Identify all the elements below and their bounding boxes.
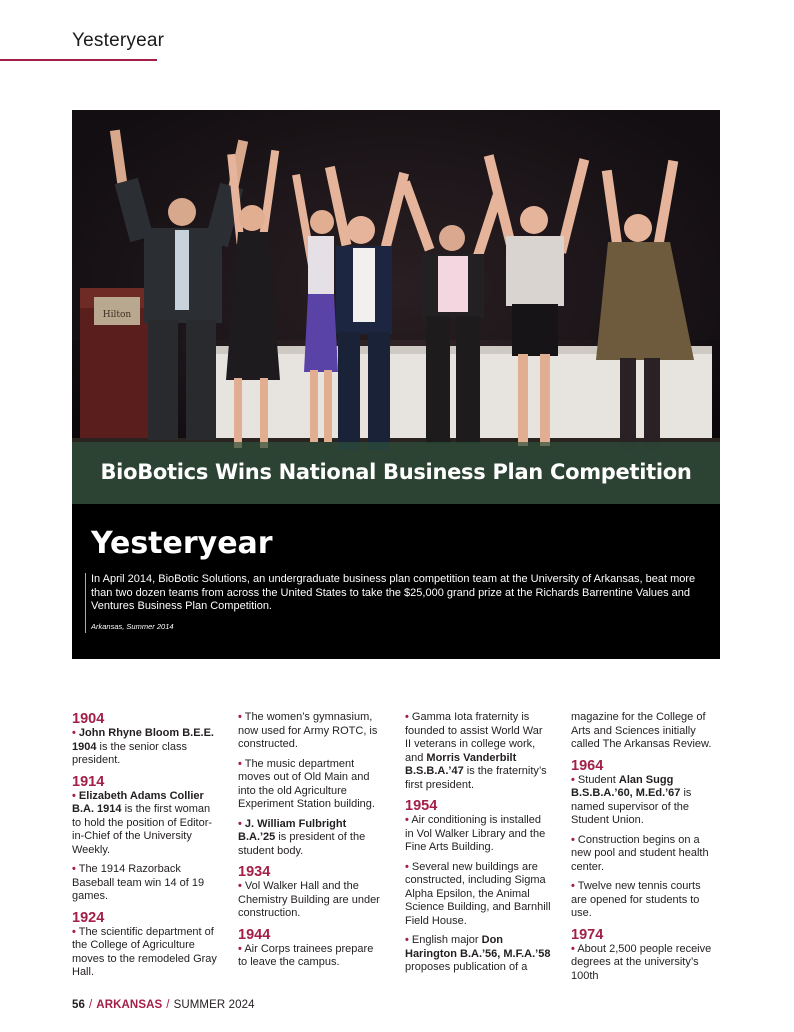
bullet-icon: • bbox=[405, 711, 409, 723]
timeline-entry: • English major Don Harington B.A.’56, M.F.A.’58 proposes publication of a bbox=[405, 934, 551, 973]
bullet-icon: • bbox=[72, 789, 76, 802]
timeline-entry: • Several new buildings are constructed, including Sigma Alpha Epsilon, the Animal Science Building, and Barnhill Field House. bbox=[405, 860, 551, 927]
bullet-icon: • bbox=[72, 863, 76, 875]
timeline-column-2 bbox=[238, 711, 384, 970]
photo-caption: BioBotics Wins National Business Plan Competition bbox=[100, 460, 692, 484]
timeline-entry: • Air Corps trainees prepare to leave the campus. bbox=[238, 942, 374, 968]
year-1954: 1954 bbox=[405, 798, 438, 814]
timeline-entry-continued: magazine for the College of Arts and Sciences initially called The Arkansas Review. bbox=[571, 711, 712, 750]
page-number: 56 bbox=[72, 999, 85, 1011]
bullet-icon: • bbox=[405, 934, 409, 946]
separator: / bbox=[166, 999, 170, 1011]
bullet-icon: • bbox=[238, 880, 242, 892]
separator: / bbox=[89, 999, 93, 1011]
feature-title: Yesteryear bbox=[91, 526, 273, 561]
timeline-column-1 bbox=[72, 711, 218, 980]
bullet-icon: • bbox=[238, 942, 242, 955]
bullet-icon: • bbox=[238, 711, 242, 723]
timeline-entry: • The 1914 Razorback Baseball team win 14 of 19 games. bbox=[72, 863, 205, 902]
magazine-name: ARKANSAS bbox=[96, 999, 163, 1011]
event-photo bbox=[72, 110, 720, 504]
bullet-icon: • bbox=[72, 925, 76, 938]
year-1914: 1914 bbox=[72, 773, 105, 790]
timeline-entry: • Vol Walker Hall and the Chemistry Building are under construction. bbox=[238, 880, 380, 919]
bullet-icon: • bbox=[571, 942, 575, 955]
timeline-entry: • Air conditioning is installed in Vol Walker Library and the Fine Arts Building. bbox=[405, 814, 546, 853]
feature-text: In April 2014, BioBotic Solutions, an undergraduate business plan competition team at the University of Arkansas, beat more than two dozen teams from across the United States to take the $25,000 grand prize at the Richards Barrentine Values and Ventures Business Plan Competition. bbox=[91, 573, 696, 612]
timeline-entry: • Construction begins on a new pool and student health center. bbox=[571, 833, 709, 873]
year-1944: 1944 bbox=[238, 926, 271, 943]
timeline-column-3 bbox=[405, 711, 551, 975]
year-1934: 1934 bbox=[238, 864, 271, 880]
timeline-entry: • Student Alan Sugg B.S.B.A.’60, M.Ed.’67 is named supervisor of the Student Union. bbox=[571, 773, 692, 826]
bullet-icon: • bbox=[405, 860, 409, 873]
bullet-icon: • bbox=[571, 833, 575, 846]
bullet-icon: • bbox=[72, 727, 76, 739]
bullet-icon: • bbox=[405, 814, 409, 826]
timeline-entry: • The scientific department of the College of Agriculture moves to the remodeled Gray Hall. bbox=[72, 925, 217, 978]
section-rule bbox=[0, 59, 157, 61]
timeline-entry: • Gamma Iota fraternity is founded to assist World War II veterans in college work, and Morris Vanderbilt B.S.B.A.’47 is the fraternity’s first president. bbox=[405, 711, 547, 791]
bullet-icon: • bbox=[571, 880, 575, 892]
year-1924: 1924 bbox=[72, 909, 105, 926]
issue-label: SUMMER 2024 bbox=[173, 999, 255, 1011]
bullet-icon: • bbox=[238, 757, 242, 770]
timeline-entry: • J. William Fulbright B.A.’25 is president of the student body. bbox=[238, 817, 366, 857]
podium-sign: Hilton bbox=[102, 310, 132, 320]
timeline-entry: • The music department moves out of Old Main and into the old Agriculture Experiment Station building. bbox=[238, 757, 375, 810]
year-1904: 1904 bbox=[72, 711, 105, 727]
year-1964: 1964 bbox=[571, 757, 604, 774]
timeline-column-4 bbox=[571, 711, 717, 983]
timeline-entry: • The women’s gymnasium, now used for Army ROTC, is constructed. bbox=[238, 711, 378, 750]
section-label: Yesteryear bbox=[72, 30, 165, 51]
feature-source: Arkansas, Summer 2014 bbox=[91, 621, 174, 631]
bullet-icon: • bbox=[238, 817, 242, 830]
page-footer bbox=[72, 999, 255, 1011]
year-1974: 1974 bbox=[571, 926, 604, 943]
timeline-entry: • Elizabeth Adams Collier B.A. 1914 is the first woman to hold the position of Editor-in-Chief of the University Weekly. bbox=[72, 789, 213, 856]
bullet-icon: • bbox=[571, 773, 575, 786]
feature-body bbox=[85, 573, 709, 633]
timeline-entry: • Twelve new tennis courts are opened for students to use. bbox=[571, 880, 701, 919]
timeline-entry: • John Rhyne Bloom B.E.E. 1904 is the senior class president. bbox=[72, 727, 214, 766]
feature-box bbox=[72, 504, 720, 659]
timeline-entry: • About 2,500 people receive degrees at the university’s 100th bbox=[571, 942, 712, 982]
